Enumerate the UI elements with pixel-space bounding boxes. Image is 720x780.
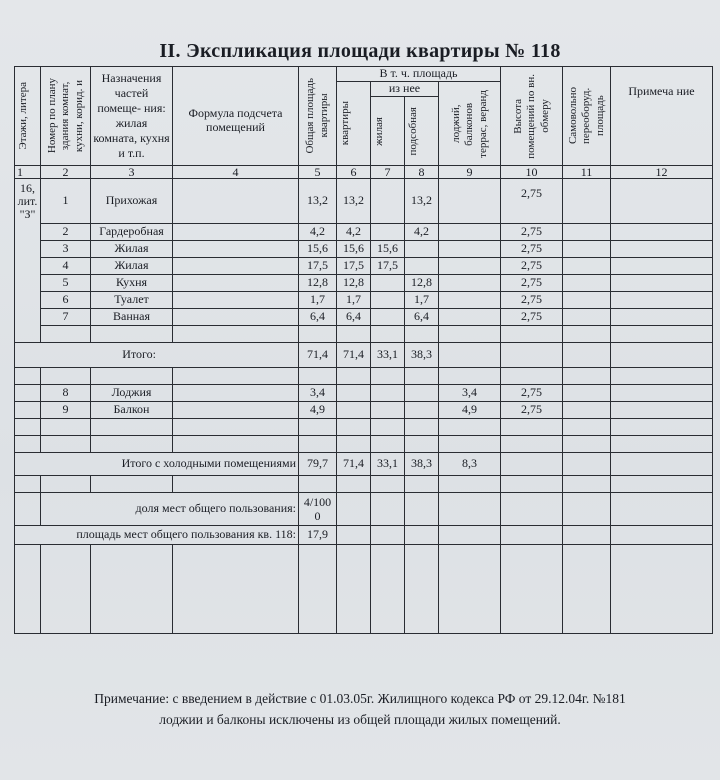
total-area: 13,2 [299,179,337,224]
room-number: 3 [41,241,91,258]
height: 2,75 [501,258,563,275]
table-row [15,275,713,292]
header-height: Высота помещений по вн. обмеру [501,67,563,166]
total-area: 12,8 [299,275,337,292]
table-row [15,545,713,634]
room-name: Жилая [91,258,173,275]
itogo-cold-label: Итого с холодными помещениями [15,453,299,476]
loggia-area: 4,9 [439,402,501,419]
header-formula: Формула подсчета помещений [173,67,299,166]
living-area: 15,6 [371,241,405,258]
unauthorized-cell [563,179,611,224]
table-row [15,368,713,385]
room-number: 2 [41,224,91,241]
room-name: Туалет [91,292,173,309]
table-row [15,309,713,326]
total-area: 15,6 [299,241,337,258]
common-value: 17,9 [299,526,337,545]
document-title: II. Экспликация площади квартиры № 118 [159,40,561,62]
total-area: 4,9 [299,402,337,419]
total-area: 3,4 [299,385,337,402]
colnum: 6 [337,166,371,179]
header-flat: квартиры [337,82,371,166]
table-row [15,241,713,258]
living-area: 33,1 [371,453,405,476]
colnum: 2 [41,166,91,179]
footnote-line-2: лоджии и балконы исключены из общей площади жилых помещений. [159,712,561,727]
aux-area: 6,4 [405,309,439,326]
table-row [15,419,713,436]
footnote-line-1: Примечание: с введением в действие с 01.03.05г. Жилищного кодекса РФ от 29.12.04г. №181 [94,691,626,706]
aux-area: 38,3 [405,343,439,368]
header-total-area: Общая площадь квартиры [299,67,337,166]
aux-area: 13,2 [405,179,439,224]
height: 2,75 [501,292,563,309]
itogo-row [15,343,713,368]
header-incl-area: В т. ч. площадь [337,67,501,82]
height: 2,75 [501,241,563,258]
table-row [15,179,713,224]
living-area [371,309,405,326]
footnote [0,688,720,730]
aux-area [405,258,439,275]
height: 2,75 [501,275,563,292]
colnum: 3 [91,166,173,179]
room-number: 9 [41,402,91,419]
note-cell [611,179,713,224]
living-area [371,224,405,241]
header-room-number: Номер по плану здания комнат, кухни, корид. и [41,67,91,166]
living-area [371,275,405,292]
total-area: 79,7 [299,453,337,476]
header-living: жилая [371,97,405,166]
room-name: Гардеробная [91,224,173,241]
formula-cell [173,179,299,224]
flat-area: 12,8 [337,275,371,292]
height: 2,75 [501,224,563,241]
room-name: Прихожая [91,179,173,224]
common-row [15,526,713,545]
colnum: 7 [371,166,405,179]
height: 2,75 [501,309,563,326]
room-name: Балкон [91,402,173,419]
room-name: Лоджия [91,385,173,402]
total-area: 1,7 [299,292,337,309]
colnum: 10 [501,166,563,179]
total-area: 71,4 [299,343,337,368]
share-label: доля мест общего пользования: [41,493,299,526]
header-row-1 [15,67,713,82]
table-row [15,258,713,275]
flat-area: 6,4 [337,309,371,326]
table-row [15,385,713,402]
flat-area: 1,7 [337,292,371,309]
room-name: Кухня [91,275,173,292]
share-value: 4/100 0 [299,493,337,526]
room-number: 6 [41,292,91,309]
aux-area [405,241,439,258]
total-area: 17,5 [299,258,337,275]
colnum: 12 [611,166,713,179]
height: 2,75 [501,402,563,419]
height: 2,75 [501,179,563,224]
room-number: 5 [41,275,91,292]
flat-area: 15,6 [337,241,371,258]
living-area [371,179,405,224]
colnum: 11 [563,166,611,179]
loggia-area [439,179,501,224]
living-area: 33,1 [371,343,405,368]
living-area [371,292,405,309]
share-row [15,493,713,526]
living-area: 17,5 [371,258,405,275]
header-aux: подсобная [405,97,439,166]
table-row [15,476,713,493]
room-number: 8 [41,385,91,402]
flat-area: 71,4 [337,453,371,476]
colnum: 1 [15,166,41,179]
room-number: 7 [41,309,91,326]
header-loggia: лоджий, балконов террас, веранд [439,82,501,166]
itogo-cold-row [15,453,713,476]
aux-area: 12,8 [405,275,439,292]
colnum: 9 [439,166,501,179]
room-name: Ванная [91,309,173,326]
flat-area: 4,2 [337,224,371,241]
loggia-area: 3,4 [439,385,501,402]
header-of-which: из нее [371,82,439,97]
explication-table [14,66,713,634]
table-row [15,326,713,343]
header-purpose: Назначения частей помеще- ния: жилая комната, кухня и т.п. [91,67,173,166]
room-number: 4 [41,258,91,275]
room-number: 1 [41,179,91,224]
flat-area: 13,2 [337,179,371,224]
aux-area: 38,3 [405,453,439,476]
room-name: Жилая [91,241,173,258]
table-row [15,224,713,241]
floor-cell: 16, лит. "З" [15,179,41,343]
colnum: 4 [173,166,299,179]
aux-area: 1,7 [405,292,439,309]
colnum: 5 [299,166,337,179]
loggia-area: 8,3 [439,453,501,476]
common-label: площадь мест общего пользования кв. 118: [15,526,299,545]
header-unauthorized: Самовольно переоборуд. площадь [563,67,611,166]
height: 2,75 [501,385,563,402]
total-area: 4,2 [299,224,337,241]
table-row [15,292,713,309]
header-note: Примеча ние [611,67,713,166]
itogo-label: Итого: [122,347,156,362]
flat-area: 17,5 [337,258,371,275]
colnum: 8 [405,166,439,179]
table-row [15,402,713,419]
header-floor: Этажи, литера [15,67,41,166]
column-numbers-row [15,166,713,179]
aux-area: 4,2 [405,224,439,241]
flat-area: 71,4 [337,343,371,368]
table-row [15,436,713,453]
total-area: 6,4 [299,309,337,326]
